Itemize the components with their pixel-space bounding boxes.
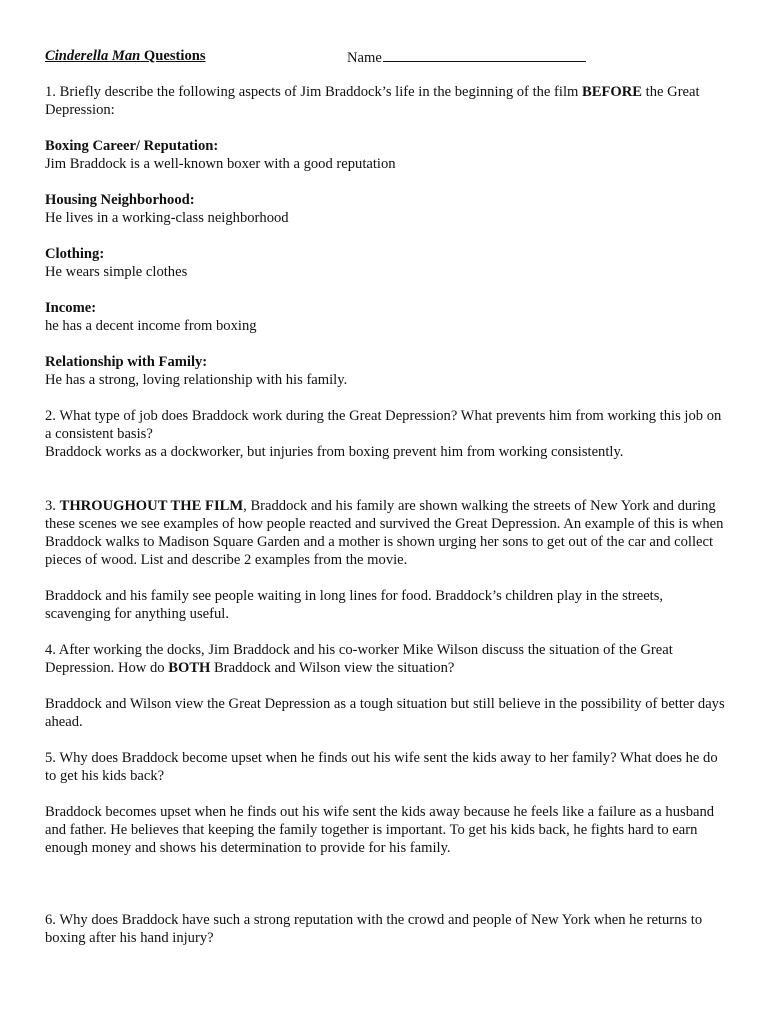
name-field bbox=[347, 47, 586, 67]
q1-answer-clothing: He wears simple clothes bbox=[45, 264, 188, 280]
worksheet-title: Cinderella Man Questions bbox=[45, 48, 206, 64]
q1-label-clothing: Clothing: bbox=[45, 246, 105, 262]
question-5-answer: Braddock becomes upset when he finds out his wife sent the kids away because he feels like a failure as a husband and father. He believes that keeping the family together is important. To get his kids back, he fights hard to earn enough money and shows his determination to provide for his family. bbox=[45, 804, 715, 856]
worksheet-page bbox=[45, 47, 725, 947]
name-blank-line[interactable] bbox=[383, 47, 586, 62]
q1-label-housing: Housing Neighborhood: bbox=[45, 192, 195, 208]
question-4-answer: Braddock and Wilson view the Great Depression as a tough situation but still believe in the possibility of better days ahead. bbox=[45, 696, 725, 730]
question-2 bbox=[45, 407, 725, 461]
q1-item-clothing bbox=[45, 245, 725, 281]
q1-item-family bbox=[45, 353, 725, 389]
q1-answer-housing: He lives in a working-class neighborhood bbox=[45, 210, 289, 226]
question-2-answer: Braddock works as a dockworker, but injuries from boxing prevent him from working consistently. bbox=[45, 444, 624, 460]
q1-item-housing bbox=[45, 191, 725, 227]
question-3-prompt: 3. THROUGHOUT THE FILM, Braddock and his family are shown walking the streets of New York and during these scenes we see examples of how people reacted and survived the Great Depression. An example of this is when Braddock walks to Madison Square Garden and a mother is shown urging her sons to get out of the car and collect pieces of wood. List and describe 2 examples from the movie. bbox=[45, 498, 724, 568]
question-3-answer: Braddock and his family see people waiting in long lines for food. Braddock’s children play in the streets, scavenging for anything useful. bbox=[45, 588, 664, 622]
q1-answer-boxing: Jim Braddock is a well-known boxer with a good reputation bbox=[45, 156, 396, 172]
question-1-prompt: 1. Briefly describe the following aspects of Jim Braddock’s life in the beginning of the film BEFORE the Great Depression: bbox=[45, 84, 700, 118]
q1-item-boxing bbox=[45, 137, 725, 173]
title-rest: Questions bbox=[140, 48, 206, 64]
worksheet-header bbox=[45, 47, 725, 65]
name-label: Name bbox=[347, 50, 382, 66]
q1-label-family: Relationship with Family: bbox=[45, 354, 208, 370]
question-5-prompt: 5. Why does Braddock become upset when he finds out his wife sent the kids away to her family? What does he do to get his kids back? bbox=[45, 750, 718, 784]
q1-answer-family: He has a strong, loving relationship with his family. bbox=[45, 372, 348, 388]
q1-item-income bbox=[45, 299, 725, 335]
question-4-prompt: 4. After working the docks, Jim Braddock and his co-worker Mike Wilson discuss the situation of the Great Depression. How do BOTH Braddock and Wilson view the situation? bbox=[45, 642, 673, 676]
q1-answer-income: he has a decent income from boxing bbox=[45, 318, 257, 334]
question-6-prompt: 6. Why does Braddock have such a strong reputation with the crowd and people of New York when he returns to boxing after his hand injury? bbox=[45, 912, 703, 946]
q1-label-boxing: Boxing Career/ Reputation: bbox=[45, 138, 219, 154]
question-2-prompt: 2. What type of job does Braddock work during the Great Depression? What prevents him from working this job on a consistent basis? bbox=[45, 408, 722, 442]
q1-label-income: Income: bbox=[45, 300, 97, 316]
